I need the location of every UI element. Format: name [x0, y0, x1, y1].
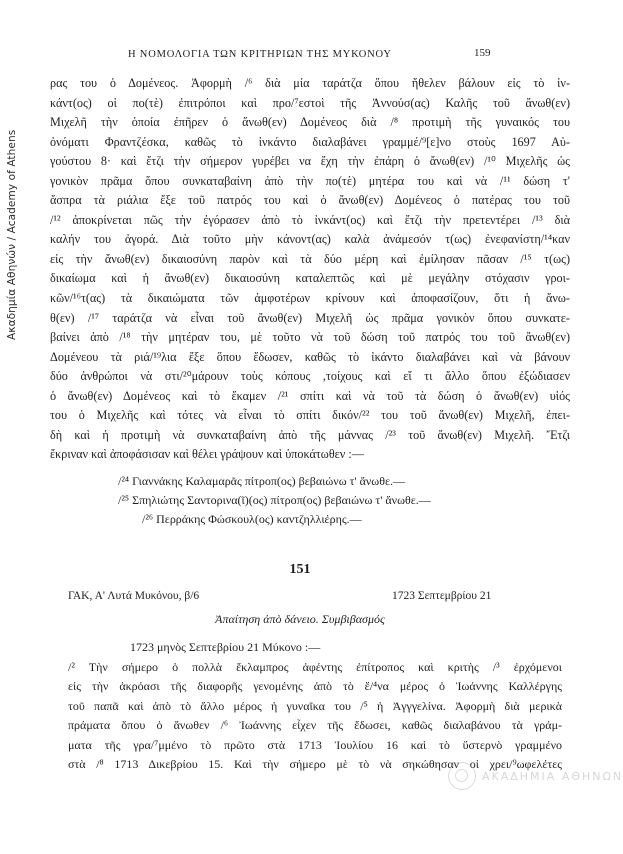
text-line: τοῦ παπᾶ καὶ ἀπὸ τὸ ἄλλο μέρος ἡ γυναῖκα του /⁵ ἡ Ἀγγγελίνα. Ἀφορμὴ διὰ μερικὰ — [68, 698, 562, 713]
text-line: ὁ ἄνωθ(εν) Δομένεος καὶ τὸ ἔκαμεν /²¹ σπίτι καὶ νὰ τοῦ τὰ δώση ὁ ἄνωθ(εν) υἱός — [50, 388, 570, 403]
text-line: ματα τῆς γρα/⁷μμένο τὸ πρῶτο στὰ 1713 Ἰουλίου 16 καὶ τὸ ὕστερνὸ γραμμένο — [68, 737, 562, 752]
text-line: /² Τὴν σήμερο ὁ πολλὰ ἔκλαμπρος ἀφέντης ἐπίτροπος καὶ κριτὴς /³ ἐρχόμενοι — [68, 659, 562, 674]
side-watermark: Ακαδημία Αθηνών / Academy of Athens — [6, 129, 18, 340]
page-number: 159 — [474, 47, 491, 59]
text-line: δικαίωμα καὶ ἡ ἄνωθ(εν) δικαιοσύνη καταλεπτῶς καὶ μὲ μεγάλην στόχασιν γροι- — [50, 271, 570, 286]
text-line: πράματα ὅπου ὁ ἄνωθεν /⁶ Ἰωάννης εἶχεν τῆς ἔδωσει, καθῶς διαλαβάνου τὰ γράμ- — [68, 718, 562, 732]
text-line: κῶν/¹⁶τ(ας) τὰ δικαιώματα τῶν ἀμφοτέρων κρίνουν καὶ ἀποφασίζουν, ὅτι ἡ ἄνω- — [50, 291, 570, 306]
text-line: εἰς τὴν ἀκρόασι τῆς διαφορῆς γενομένης ἀπὸ τὸ ἕ/⁴να μέρος ὁ Ἰωάννης Καλλέργης — [68, 679, 562, 693]
signature-line: /²⁴ Γιαννάκης Καλαμαρᾶς πίτροπ(ος) βεβαιώνω τ' ἄνωθε.— — [118, 474, 405, 488]
text-line: δύο ἀνθρώποι νὰ στι/²⁰μάρουν τοὺς κόπους ,τοίχους καὶ εἴ τι ἄλλο ὅπου ἐξώδιασεν — [50, 369, 570, 384]
text-line: γονικὸν πρᾶμα ὅπου συνκαταβαίνη ἀπὸ τὴν πο(τὲ) μητέρα του καὶ νὰ /¹¹ δώση τ' — [50, 173, 570, 188]
text-line: καλήν του ἀγορά. Διὰ τοῦτο μὴν κάνοντ(ας) καλὰ ἀνάμεσόν τ(ως) ἐνεφανίστη/¹⁴καν — [50, 232, 570, 247]
text-line: /¹² ἀποκρίνεται πῶς τὴν ἐγόρασεν ἀπὸ τὸ ἰνκάντ(ος) καὶ ἔτζι τὴν πρετεντέρει /¹³ διὰ — [50, 212, 570, 227]
text-line: Δομένεου τὰ ριά/¹⁹λια ἔξε ὅπου ἔδωσεν, καθῶς τὸ ἰκάντο διαλαβάνει καὶ νὰ βάνουν — [50, 349, 570, 364]
text-line: ἄσπρα τὰ ριάλια ἔξε τοῦ πατρός του καὶ ὁ ἄνωθ(εν) Δομένεος ὁ πατέρας του τοῦ — [50, 193, 570, 208]
text-line: 1723 μηνὸς Σεπτεβρίου 21 Μύκονο :— — [130, 640, 321, 654]
text-line: θ(εν) /¹⁷ ταράτζα νὰ εἶναι τοῦ ἄνωθ(εν) Μιχελῆ ὡς πρᾶμα γονικὸν ὅπου συνκατε- — [50, 310, 570, 325]
signature-line: /²⁵ Σπηλιώτης Σαντορινα(ῖ)(ος) πίτροπ(ος) βεβαιώνω τ' ἄνωθε.— — [118, 493, 431, 507]
text-line: γούστου 8· καὶ ἔτζι τὴν σήμερον γυρέβει να ἔχη τὴν ἐπάρη ὁ ἄνωθ(εν) /¹⁰ Μιχελῆς ὡς — [50, 154, 570, 169]
text-line: ἔκριναν καὶ ἀποφάσισαν καὶ θέλει γράψουν καὶ ὑποκάτωθεν :— — [50, 447, 364, 462]
text-line: του ὁ Μιχελῆς καὶ τότες νὰ εἶναι τὸ σπίτι δικόν/²² του τοῦ ἄνωθ(εν) Μιχελῆ, ἐπει- — [50, 408, 570, 423]
document-151-body — [68, 638, 562, 775]
signatures — [118, 472, 518, 529]
signature-line: /²⁶ Περράκης Φώσκουλ(ος) καντζηλλιέρης.— — [142, 512, 362, 526]
text-line: Μιχελῆ τὴν ὁποία ἐπῆρεν ὁ ἄνωθ(εν) Δομένεος διὰ /⁸ προτιμὴ τῆς γυναικός του — [50, 115, 570, 130]
text-line: κάντ(ος) οἱ πο(τὲ) ἐπιτρόποι καὶ προ/⁷εστοὶ τῆς Ἀννούσ(ας) Καλῆς τοῦ ἄνωθ(εν) — [50, 95, 570, 110]
running-header: Η ΝΟΜΟΛΟΓΙΑ ΤΩΝ ΚΡΙΤΗΡΙΩΝ ΤΗΣ ΜΥΚΟΝΟΥ — [128, 49, 392, 60]
text-line: δὴ καὶ ἡ προτιμὴ νὰ συνκαταβαίνη ἀπὸ τῆς μάννας /²³ τοῦ ἄνωθ(εν) Μιχελῆ. Ἔτζι — [50, 427, 570, 442]
document-150-body — [50, 74, 570, 465]
text-line: εἰς τὴν ἄνωθ(εν) δικαιοσύνη παρὸν καὶ τὰ δύο μέρη καὶ ἐμίλησαν πᾶσαν /¹⁵ τ(ως) — [50, 251, 570, 266]
document-subject: Ἀπαίτηση ἀπὸ δάνειο. Συμβιβασμός — [215, 612, 385, 626]
document-number: 151 — [289, 562, 311, 577]
watermark-text: ΑΚΑΔΗΜΙΑ ΑΘΗΝΩΝ — [482, 769, 623, 783]
academy-watermark — [448, 762, 623, 790]
text-line: ρας του ὁ Δομένεος. Ἀφορμὴ /⁶ διὰ μία ταράτζα ὅπου ἤθελεν βάλουν εἰς τὸ ἰν- — [50, 76, 570, 90]
text-line: στὰ /⁸ 1713 Δικεβρίου 15. Καὶ τὴν σήμερο μὲ τὸ νὰ σηκώθησαν οἱ χρει/⁹ωφελέτες — [68, 757, 562, 771]
archive-reference: ΓΑΚ, Α' Λυτά Μυκόνου, β/6 — [68, 590, 200, 602]
document-date: 1723 Σεπτεμβρίου 21 — [392, 590, 492, 602]
seal-icon — [448, 762, 476, 790]
text-line: ὀνόματι Φραντζέσκα, καθῶς τὸ ἰνκάντο διαλαβάνει γραμμέ/⁹[ε]νο στοὺς 1697 Αὐ- — [50, 134, 570, 149]
text-line: βαίνει ἀπὸ /¹⁸ τὴν μητέραν του, μὲ τοῦτο νὰ τοῦ δώση τοῦ πατρός του τοῦ ἄνωθ(εν) — [50, 330, 570, 345]
